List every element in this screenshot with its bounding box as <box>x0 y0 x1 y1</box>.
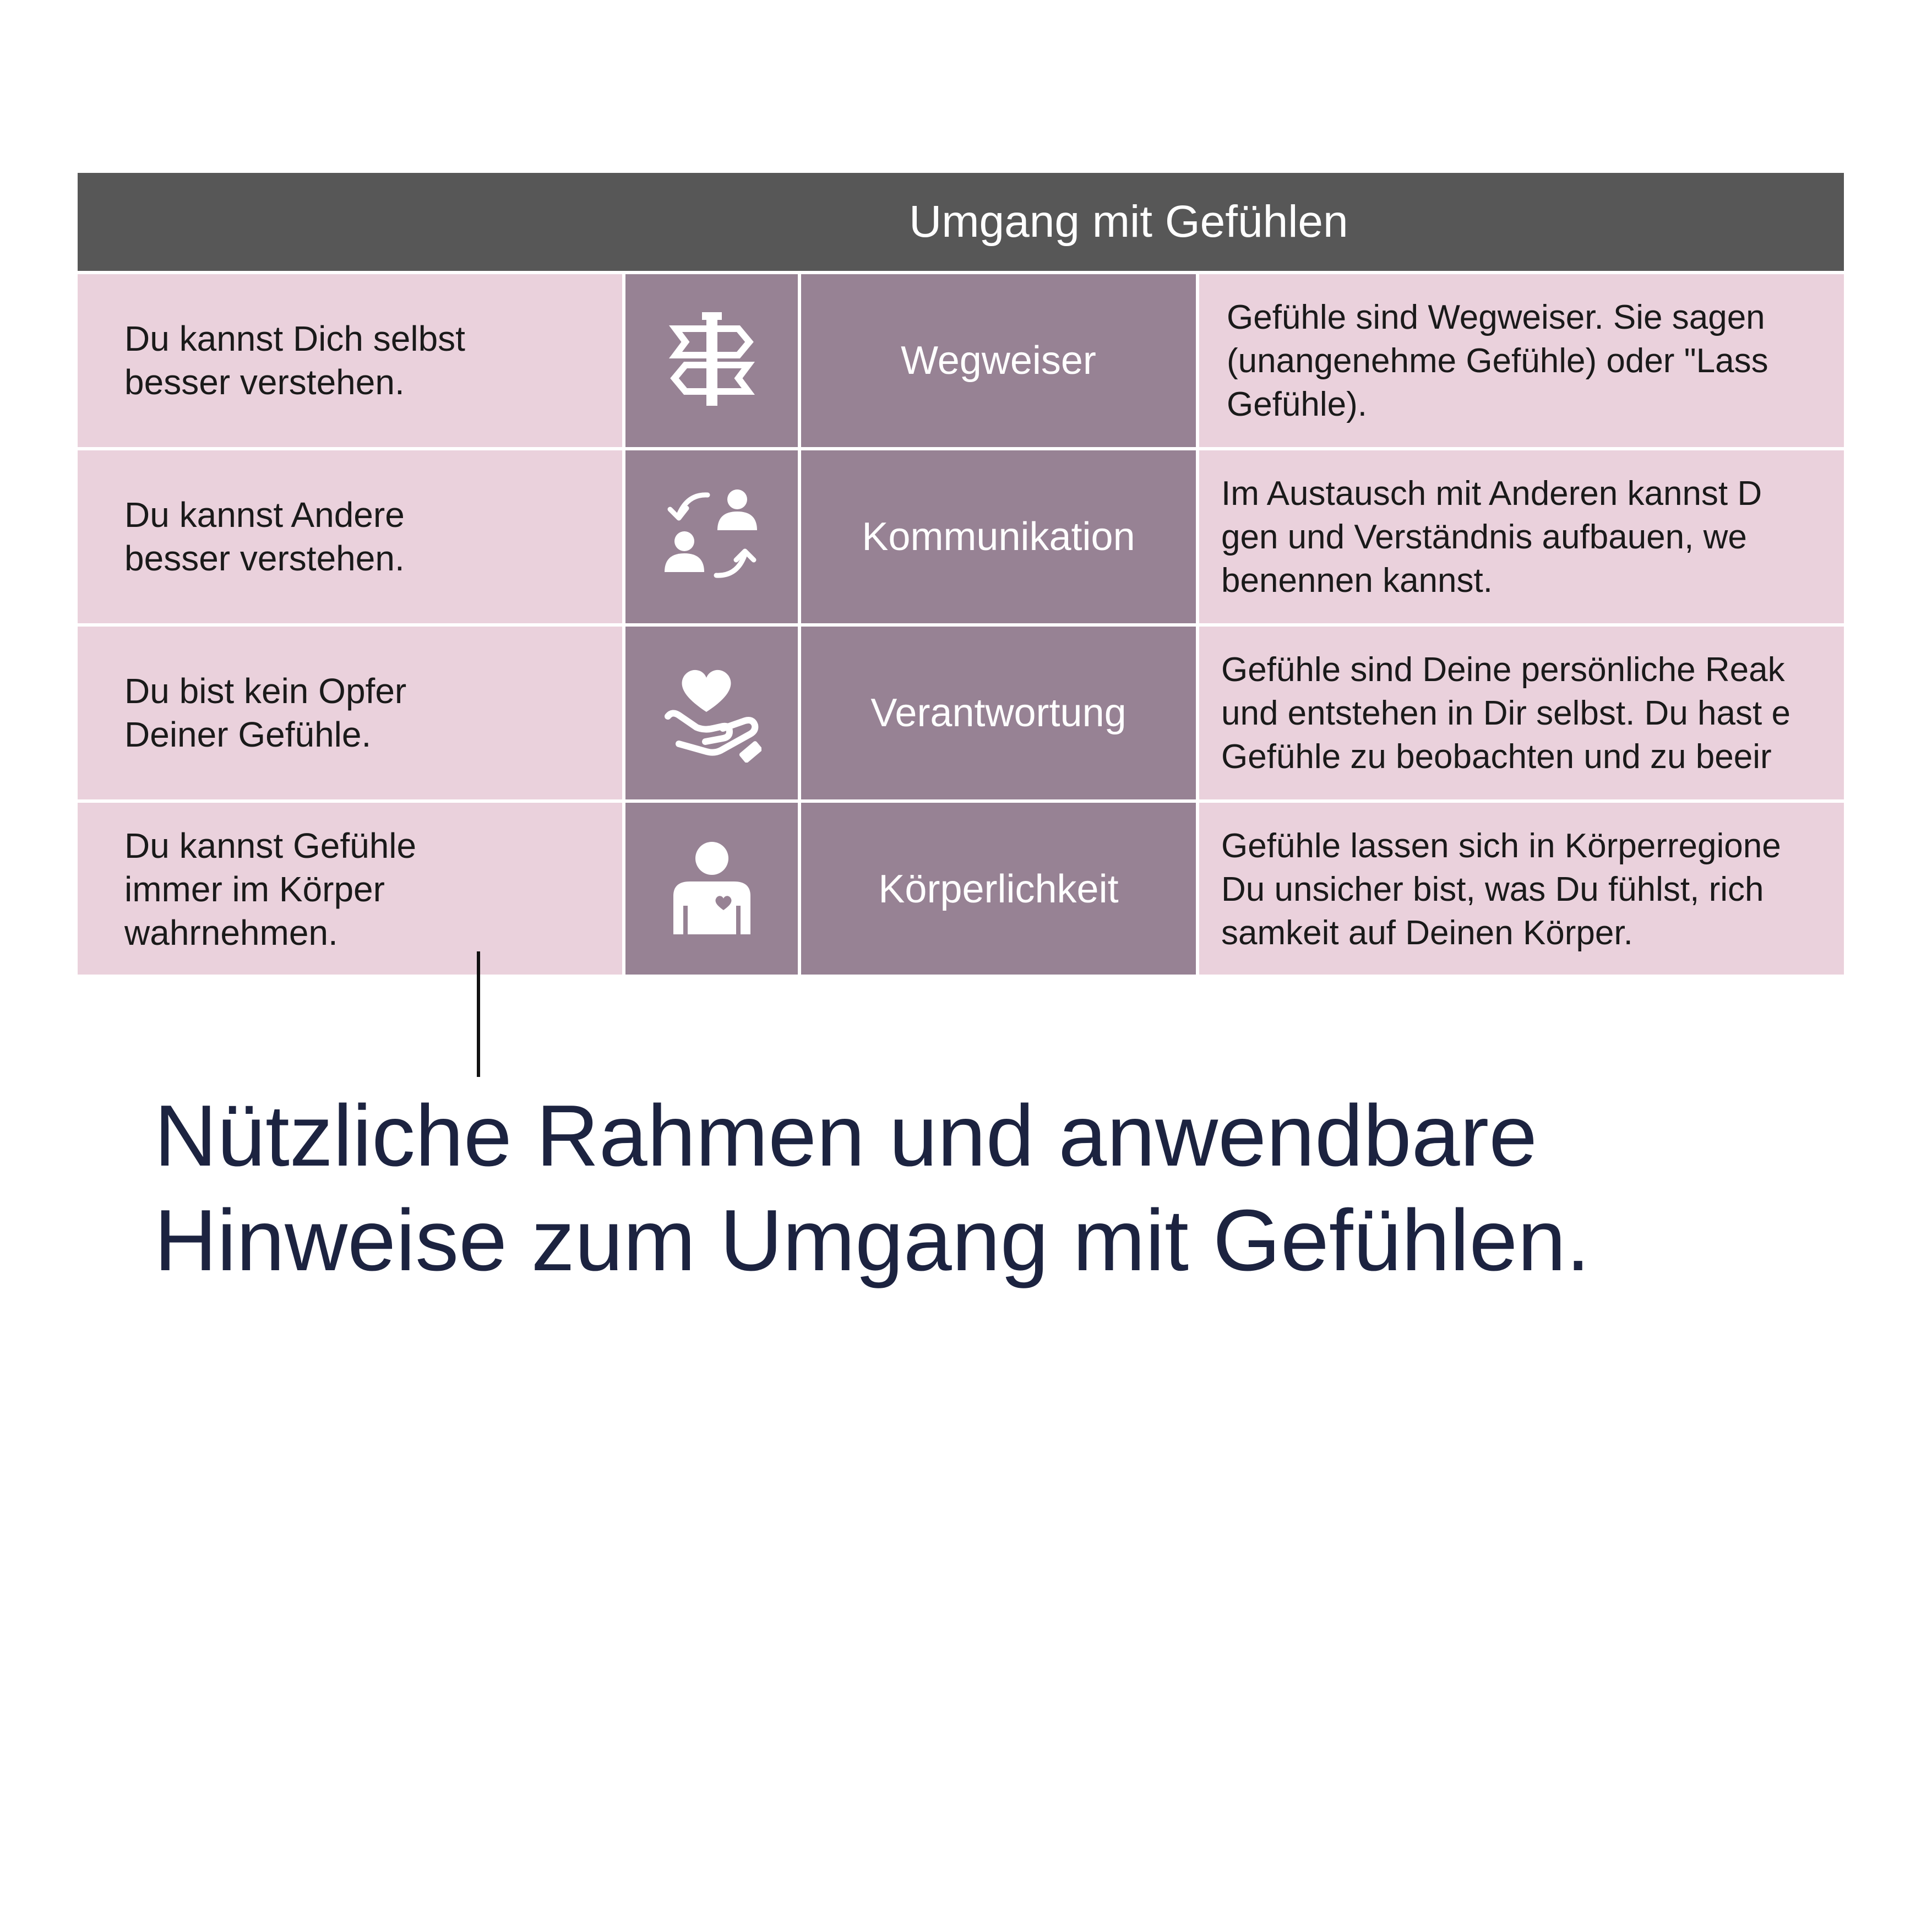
icon-cell <box>625 450 798 623</box>
connector-line <box>477 951 480 1077</box>
table-row <box>78 450 1844 623</box>
icon-cell <box>625 803 798 975</box>
description-cell <box>1199 450 1844 623</box>
description-text: Gefühle lassen sich in Körperregione Du unsicher bist, was Du fühlst, rich samkeit auf Deinen Körper. <box>1221 826 1781 952</box>
description-cell <box>1199 274 1844 447</box>
person-heart-icon <box>668 840 756 939</box>
table-row <box>78 627 1844 799</box>
description-cell <box>1199 803 1844 975</box>
benefit-cell <box>78 627 622 799</box>
description-text: Gefühle sind Deine persönliche Reak und entstehen in Dir selbst. Du hast e Gefühle zu beobachten und zu beeir <box>1221 650 1790 776</box>
people-exchange-icon <box>662 487 761 586</box>
description-text: Gefühle sind Wegweiser. Sie sagen (unangenehme Gefühle) oder "Lass Gefühle). <box>1227 298 1768 423</box>
description-text: Im Austausch mit Anderen kannst D gen und Verständnis aufbauen, we benennen kannst. <box>1221 474 1762 600</box>
benefit-cell <box>78 274 622 447</box>
benefit-cell <box>78 803 622 975</box>
benefit-text: Du kannst Dich selbst besser verstehen. <box>124 319 465 402</box>
table-header: Umgang mit Gefühlen <box>78 173 1844 271</box>
table-row <box>78 274 1844 447</box>
emotions-table <box>78 173 1844 975</box>
label-cell: Kommunikation <box>801 450 1196 623</box>
benefit-text: Du kannst Gefühle immer im Körper wahrnehmen. <box>124 825 417 953</box>
label-cell: Körperlichkeit <box>801 803 1196 975</box>
icon-cell <box>625 274 798 447</box>
benefit-cell <box>78 450 622 623</box>
table-row <box>78 803 1844 975</box>
description-cell <box>1199 627 1844 799</box>
heart-in-hand-icon <box>662 663 761 763</box>
label-cell: Verantwortung <box>801 627 1196 799</box>
benefit-text: Du bist kein Opfer Deiner Gefühle. <box>124 671 407 754</box>
label-cell: Wegweiser <box>801 274 1196 447</box>
caption: Nützliche Rahmen und anwendbare Hinweise zum Umgang mit Gefühlen. <box>154 1087 1591 1289</box>
benefit-text: Du kannst Andere besser verstehen. <box>124 495 405 578</box>
icon-cell <box>625 627 798 799</box>
signpost-icon <box>668 311 756 410</box>
